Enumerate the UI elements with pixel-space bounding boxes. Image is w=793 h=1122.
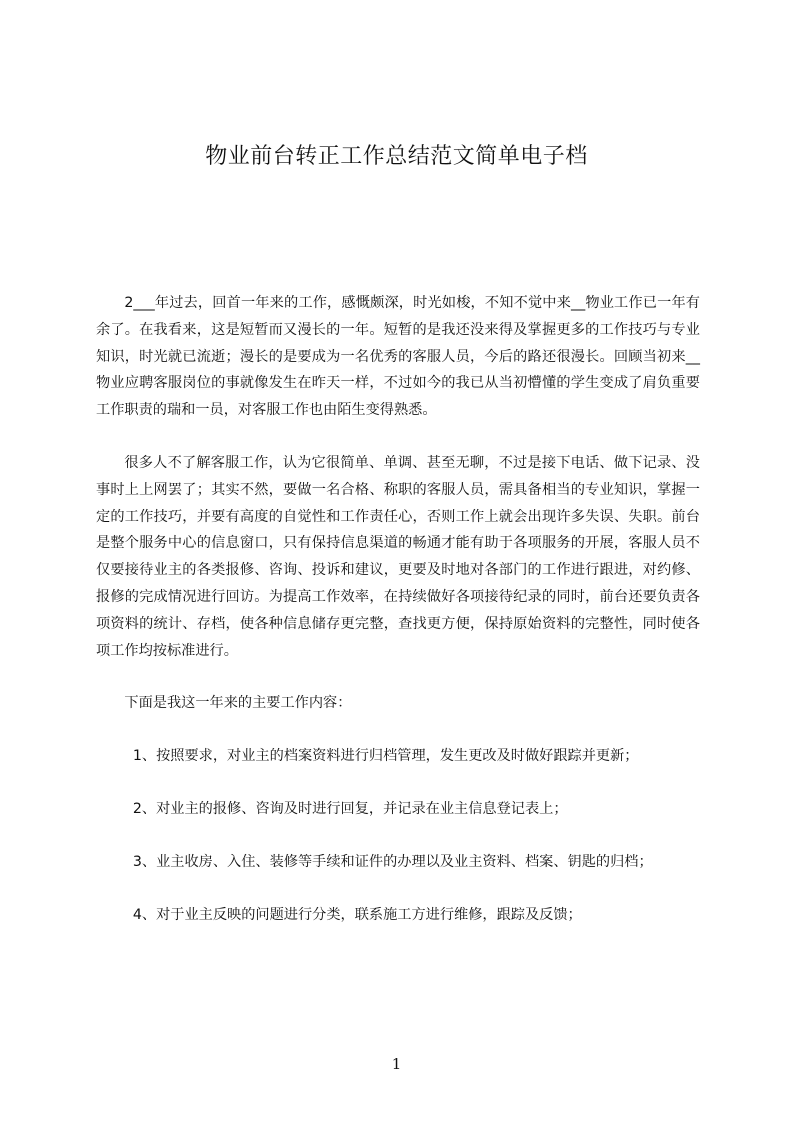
page-number: 1 xyxy=(391,1055,402,1073)
document-body xyxy=(96,290,700,954)
paragraph-intro: 2___年过去，回首一年来的工作，感慨颇深，时光如梭，不知不觉中来__物业工作已一年有余了。在我看来，这是短暂而又漫长的一年。短暂的是我还没来得及掌握更多的工作技巧与专业知识，时光就已流逝；漫长的是要成为一名优秀的客服人员，今后的路还很漫长。回顾当初来__物业应聘客服岗位的事就像发生在昨天一样，不过如今的我已从当初懵懂的学生变成了肩负重要工作职责的瑞和一员，对客服工作也由陌生变得熟悉。 xyxy=(96,295,700,419)
list-item: 1、按照要求，对业主的档案资料进行归档管理，发生更改及时做好跟踪并更新； xyxy=(132,748,639,765)
paragraph-work-content-heading: 下面是我这一年来的主要工作内容： xyxy=(124,695,352,712)
list-item: 2、对业主的报修、咨询及时进行回复，并记录在业主信息登记表上； xyxy=(132,800,568,817)
paragraph-customer-service: 很多人不了解客服工作，认为它很简单、单调、甚至无聊，不过是接下电话、做下记录、没事时上上网罢了；其实不然，要做一名合格、称职的客服人员，需具备相当的专业知识，掌握一定的工作技巧，并要有高度的自觉性和工作责任心，否则工作上就会出现许多失误、失职。前台是整个服务中心的信息窗口，只有保持信息渠道的畅通才能有助于各项服务的开展，客服人员不仅要接待业主的各类报修、咨询、投诉和建议，更要及时地对各部门的工作进行跟进，对约修、报修的完成情况进行回访。为提高工作效率，在持续做好各项接待纪录的同时，前台还要负责各项资料的统计、存档，使各种信息储存更完整，查找更方便，保持原始资料的完整性，同时使各项工作均按标准进行。 xyxy=(96,454,700,659)
document-title: 物业前台转正工作总结范文简单电子档 xyxy=(205,144,588,169)
list-item: 4、对于业主反映的问题进行分类，联系施工方进行维修，跟踪及反馈； xyxy=(132,906,582,923)
list-item: 3、业主收房、入住、装修等手续和证件的办理以及业主资料、档案、钥匙的归档； xyxy=(132,853,653,870)
